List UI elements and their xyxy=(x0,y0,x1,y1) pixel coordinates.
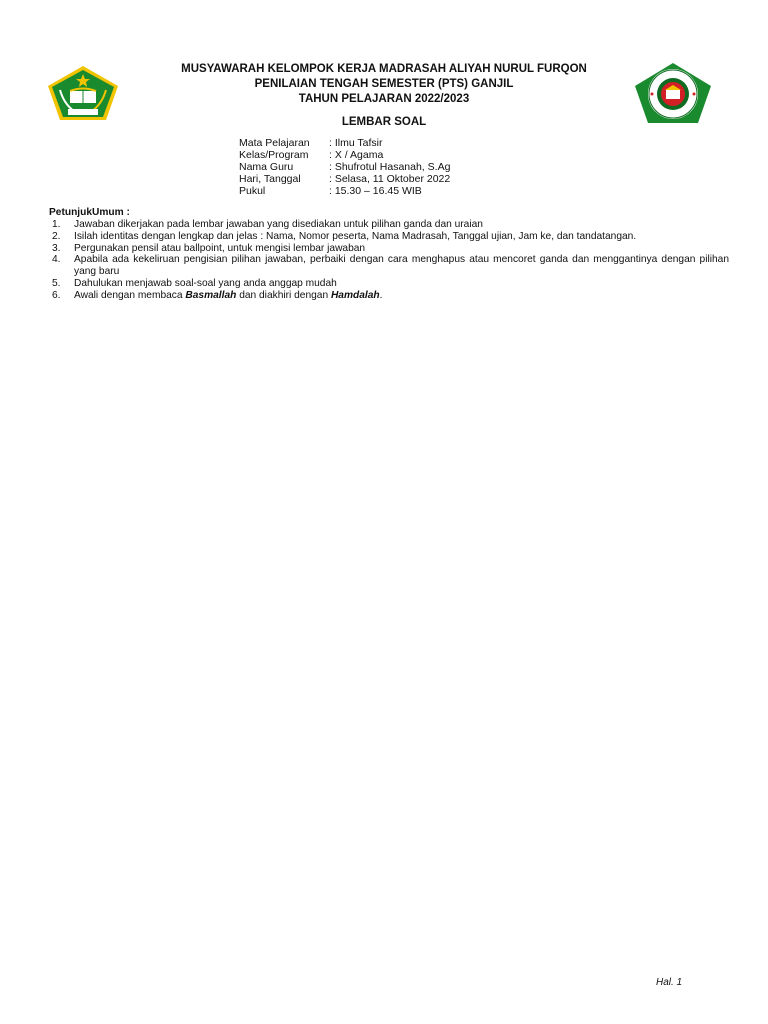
header-line-1: MUSYAWARAH KELOMPOK KERJA MADRASAH ALIYAH NURUL FURQON xyxy=(181,63,587,75)
info-row xyxy=(239,173,450,185)
info-label: Mata Pelajaran xyxy=(239,137,310,149)
instruction-number: 3. xyxy=(52,242,61,254)
info-value: : 15.30 – 16.45 WIB xyxy=(329,185,422,197)
instruction-text: Jawaban dikerjakan pada lembar jawaban yang disediakan untuk pilihan ganda dan uraian xyxy=(74,219,483,230)
instruction-text: Apabila ada kekeliruan pengisian pilihan jawaban, perbaiki dengan cara menghapus atau mencoret ganda dan menggantinya dengan pilihan yang baru xyxy=(74,254,729,278)
info-value: : X / Agama xyxy=(329,149,384,161)
general-instructions xyxy=(49,206,729,302)
info-label: Pukul xyxy=(239,185,266,197)
info-value: : Ilmu Tafsir xyxy=(329,137,383,149)
instruction-item xyxy=(49,243,729,255)
instruction-item xyxy=(49,231,729,243)
info-label: Hari, Tanggal xyxy=(239,173,301,185)
instruction-number: 4. xyxy=(52,254,61,266)
info-label: Nama Guru xyxy=(239,161,294,173)
instruction-item xyxy=(49,290,729,302)
instruction-number: 2. xyxy=(52,230,61,242)
document-title: LEMBAR SOAL xyxy=(341,116,427,128)
instructions-title: PetunjukUmum : xyxy=(49,207,130,218)
instruction-item xyxy=(49,254,729,278)
instruction-text: Pergunakan pensil atau ballpoint, untuk mengisi lembar jawaban xyxy=(74,242,366,254)
info-row xyxy=(239,161,450,173)
page-number: Hal. 1 xyxy=(656,977,683,988)
instruction-number: 6. xyxy=(52,289,61,301)
instruction-number: 5. xyxy=(52,277,61,289)
info-value: : Selasa, 11 Oktober 2022 xyxy=(329,173,451,185)
info-label: Kelas/Program xyxy=(239,149,309,161)
instruction-text-part: . xyxy=(379,289,383,301)
exam-info xyxy=(239,137,450,197)
instruction-item xyxy=(49,219,729,231)
instruction-text-part: dan diakhiri dengan xyxy=(236,289,331,301)
info-value: : Shufrotul Hasanah, S.Ag xyxy=(329,161,451,173)
header-line-3: TAHUN PELAJARAN 2022/2023 xyxy=(298,93,470,105)
kemenag-logo xyxy=(46,64,120,122)
instruction-item xyxy=(49,278,729,290)
instruction-text: Isilah identitas dengan lengkap dan jelas : Nama, Nomor peserta, Nama Madrasah, Tanggal ujian, Jam ke, dan tandatangan. xyxy=(74,230,637,242)
header-line-2: PENILAIAN TENGAH SEMESTER (PTS) GANJIL xyxy=(254,78,514,90)
info-row xyxy=(239,185,450,197)
instruction-text xyxy=(74,290,729,302)
document-header xyxy=(150,62,618,107)
info-row xyxy=(239,137,450,149)
instruction-text-part: Awali dengan membaca xyxy=(74,289,186,301)
instruction-text: Dahulukan menjawab soal-soal yang anda anggap mudah xyxy=(74,277,337,289)
instruction-number: 1. xyxy=(52,219,61,230)
info-row xyxy=(239,149,450,161)
basmallah-emphasis: Basmallah xyxy=(185,289,237,301)
hamdalah-emphasis: Hamdalah xyxy=(330,289,380,301)
school-seal-logo xyxy=(634,62,712,124)
